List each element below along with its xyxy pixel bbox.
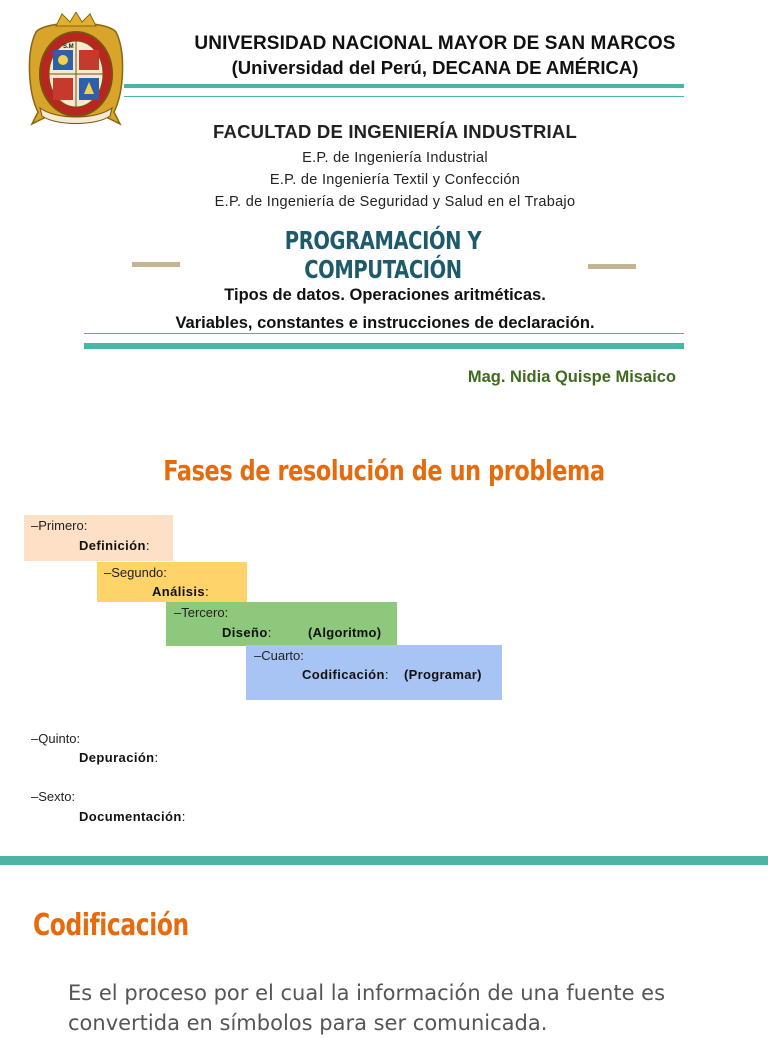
topic-line-thick	[84, 343, 684, 349]
university-name: UNIVERSIDAD NACIONAL MAYOR DE SAN MARCOS	[194, 33, 676, 54]
codificacion-body: Es el proceso por el cual la información de una fuente es convertida en símbolos para ser comunicada.	[68, 981, 666, 1035]
author-name: Mag. Nidia Quispe Misaico	[467, 368, 676, 386]
school-industrial: E.P. de Ingeniería Industrial	[302, 150, 488, 166]
phase-name-1: Definición:	[79, 538, 150, 553]
university-crest-logo	[26, 12, 126, 128]
codificacion-title: Codificación	[33, 908, 189, 943]
title-accent-left	[132, 262, 180, 267]
topic-line-2: Variables, constantes e instrucciones de declaración.	[175, 314, 595, 332]
phase-ordinal-2: –Segundo:	[104, 565, 167, 580]
title-accent-right	[588, 264, 636, 269]
phases-title: Fases de resolución de un problema	[163, 454, 605, 487]
phase-extra-3: (Algoritmo)	[308, 625, 382, 640]
header-line-thick	[124, 84, 684, 88]
phase-extra-4: (Programar)	[404, 667, 482, 682]
phase-ordinal-5: –Quinto:	[31, 731, 81, 746]
phase-ordinal-4: –Cuarto:	[254, 648, 304, 663]
topic-line-thin	[84, 333, 684, 334]
phase-name-6: Documentación:	[79, 809, 186, 824]
svg-text:S.M: S.M	[63, 44, 74, 50]
school-textile: E.P. de Ingeniería Textil y Confección	[269, 172, 521, 188]
university-subtitle: (Universidad del Perú, DECANA DE AMÉRICA)	[231, 57, 639, 78]
phase-name-4: Codificación:	[302, 667, 389, 682]
phase-name-3: Diseño:	[222, 625, 272, 640]
phase-name-2: Análisis:	[152, 584, 210, 599]
faculty-name: FACULTAD DE INGENIERÍA INDUSTRIAL	[213, 121, 577, 142]
phase-ordinal-1: –Primero:	[31, 518, 88, 533]
phase-name-5: Depuración:	[79, 750, 159, 765]
header-line-thin	[124, 96, 684, 97]
slide-divider	[0, 856, 768, 865]
phase-ordinal-6: –Sexto:	[31, 789, 76, 804]
school-safety: E.P. de Ingeniería de Seguridad y Salud en el Trabajo	[214, 194, 576, 210]
phase-ordinal-3: –Tercero:	[174, 605, 229, 620]
topic-line-1: Tipos de datos. Operaciones aritméticas.	[224, 286, 546, 304]
course-title: PROGRAMACIÓN Y COMPUTACIÓN	[284, 226, 482, 284]
